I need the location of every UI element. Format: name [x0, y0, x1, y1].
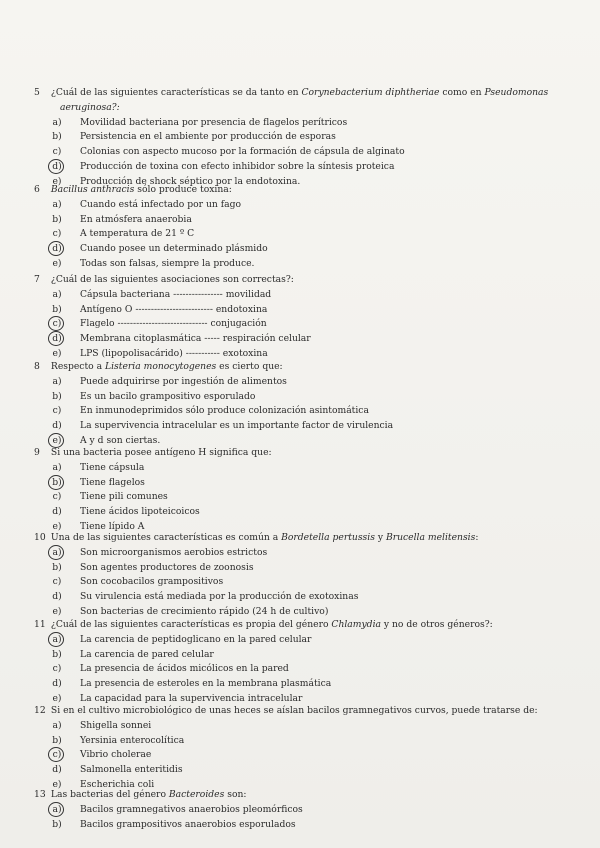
circled-answer-mark: d) [48, 332, 66, 347]
option-c[interactable]: c) Tiene pili comunes [52, 491, 168, 503]
option-d[interactable]: d) Salmonella enteritidis [52, 764, 183, 776]
option-b[interactable]: b) Yersinia enterocolítica [52, 734, 185, 746]
option-b[interactable]: b) Tiene flagelos [34, 476, 574, 491]
option-b[interactable]: b) Bacilos grampositivos anaerobios esporulados [52, 818, 296, 830]
option-d[interactable]: d) La presencia de esteroles en la membrana plasmática [52, 678, 332, 690]
option-a[interactable]: a) La carencia de peptidoglicano en la pared celular [34, 633, 574, 648]
question-stem: 9 Si una bacteria posee antígeno H significa que: [34, 446, 574, 461]
question-8 [34, 360, 574, 449]
question-number: 12 [34, 705, 46, 716]
option-e[interactable]: e) A y d son ciertas. [34, 434, 574, 449]
question-number: 5 [34, 87, 40, 98]
option-e[interactable]: e) Producción de shock séptico por la endotoxina. [52, 175, 301, 187]
circled-answer-mark: a) [48, 803, 66, 818]
option-b[interactable]: b) Es un bacilo grampositivo esporulado [52, 390, 256, 402]
question-5 [34, 86, 574, 190]
option-c[interactable]: c) Son cocobacilos grampositivos [52, 576, 224, 588]
option-c[interactable]: c) Colonias con aspecto mucoso por la formación de cápsula de alginato [52, 146, 405, 158]
question-number: 6 [34, 184, 40, 195]
option-b[interactable]: b) En atmósfera anaerobia [52, 213, 192, 225]
option-d[interactable]: d) Su virulencia está mediada por la producción de exotoxinas [52, 591, 359, 603]
question-11 [34, 618, 574, 707]
option-c[interactable]: c) La presencia de ácidos micólicos en la pared [52, 663, 289, 675]
option-c[interactable]: c) Flagelo ----------------------------- conjugación [34, 317, 574, 332]
option-c[interactable]: c) A temperatura de 21 º C [52, 228, 195, 240]
option-e[interactable]: e) Son bacterias de crecimiento rápido (24 h de cultivo) [52, 605, 329, 617]
question-stem: 6 Bacillus anthracis sólo produce toxina: [34, 183, 574, 198]
option-b[interactable]: b) Persistencia en el ambiente por producción de esporas [52, 131, 336, 143]
question-7 [34, 273, 574, 362]
question-stem: 7 ¿Cuál de las siguientes asociaciones son correctas?: [34, 273, 574, 288]
option-e[interactable]: e) LPS (lipopolisacárido) ----------- exotoxina [52, 347, 268, 359]
question-stem: 8 Respecto a Listeria monocytogenes es cierto que: [34, 360, 574, 375]
option-a[interactable]: a) Cápsula bacteriana ---------------- movilidad [52, 288, 272, 300]
question-6 [34, 183, 574, 272]
circled-answer-mark: d) [48, 160, 66, 175]
question-number: 10 [34, 532, 46, 543]
question-number: 7 [34, 274, 40, 285]
option-e[interactable]: e) Todas son falsas, siempre la produce. [52, 257, 255, 269]
option-a[interactable]: a) Movilidad bacteriana por presencia de flagelos perítricos [52, 116, 348, 128]
option-e[interactable]: e) Escherichia coli [52, 778, 155, 790]
question-10 [34, 531, 574, 620]
circled-answer-mark: a) [48, 633, 66, 648]
option-b[interactable]: b) Antígeno O ------------------------- endotoxina [52, 303, 268, 315]
option-e[interactable]: e) Tiene lípido A [52, 520, 145, 532]
circled-answer-mark: b) [48, 476, 66, 491]
option-c[interactable]: c) En inmunodeprimidos sólo produce colonización asintomática [52, 405, 369, 417]
question-9 [34, 446, 574, 535]
option-a[interactable]: a) Puede adquirirse por ingestión de alimentos [52, 375, 287, 387]
question-number: 11 [34, 619, 46, 630]
circled-answer-mark: c) [48, 748, 66, 763]
option-a[interactable]: a) Son microorganismos aerobios estrictos [34, 546, 574, 561]
option-b[interactable]: b) La carencia de pared celular [52, 648, 214, 660]
option-a[interactable]: a) Tiene cápsula [52, 461, 145, 473]
option-a[interactable]: a) Shigella sonnei [52, 719, 152, 731]
option-d[interactable]: d) Membrana citoplasmática ----- respiración celular [34, 332, 574, 347]
circled-answer-mark: e) [48, 434, 66, 449]
question-stem: 12 Si en el cultivo microbiológico de unas heces se aíslan bacilos gramnegativos curvos, puede tratarse de: [34, 704, 574, 719]
question-stem: 11 ¿Cuál de las siguientes características es propia del género Chlamydia y no de otros géneros?: [34, 618, 574, 633]
question-stem: 13 Las bacterias del género Bacteroides son: [34, 788, 574, 803]
option-d[interactable]: d) Tiene ácidos lipoteicoicos [52, 506, 200, 518]
option-d[interactable]: d) Producción de toxina con efecto inhibidor sobre la síntesis proteica [34, 160, 574, 175]
question-number: 13 [34, 789, 46, 800]
question-number: 8 [34, 361, 40, 372]
option-d[interactable]: d) La supervivencia intracelular es un importante factor de virulencia [52, 420, 394, 432]
option-d[interactable]: d) Cuando posee un determinado plásmido [34, 242, 574, 257]
option-c[interactable]: c) Vibrio cholerae [34, 748, 574, 763]
question-stem: 5 ¿Cuál de las siguientes características se da tanto en Corynebacterium diphtheriae como en Pseudomonas [34, 86, 574, 101]
question-12 [34, 704, 574, 793]
question-number: 9 [34, 447, 40, 458]
question-stem-continued: aeruginosa?: [60, 101, 120, 113]
question-13 [34, 788, 574, 832]
circled-answer-mark: d) [48, 242, 66, 257]
option-b[interactable]: b) Son agentes productores de zoonosis [52, 561, 254, 573]
circled-answer-mark: a) [48, 546, 66, 561]
circled-answer-mark: c) [48, 317, 66, 332]
option-a[interactable]: a) Cuando está infectado por un fago [52, 198, 242, 210]
option-a[interactable]: a) Bacilos gramnegativos anaerobios pleomórficos [34, 803, 574, 818]
question-stem: 10 Una de las siguientes características es común a Bordetella pertussis y Brucella melitensis: [34, 531, 574, 546]
option-e[interactable]: e) La capacidad para la supervivencia intracelular [52, 692, 303, 704]
